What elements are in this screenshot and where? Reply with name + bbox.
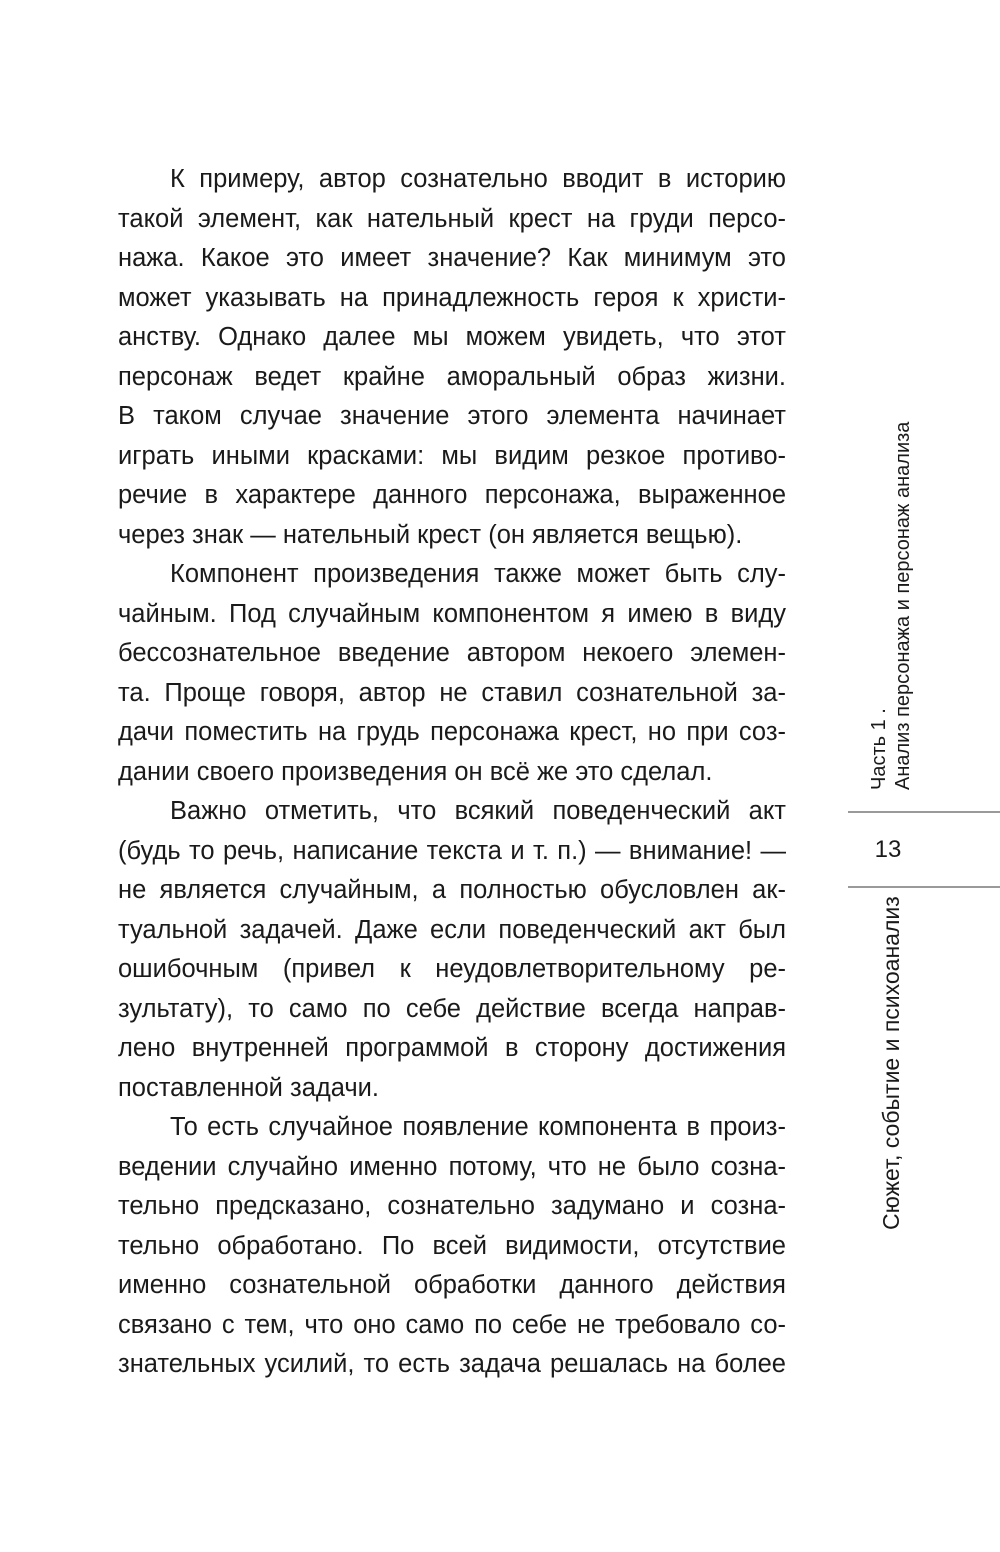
text-line: Важно отметить, что всякий поведенческий акт [170,797,786,825]
text-line: анству. Однако далее мы можем увидеть, что этот [118,323,786,351]
paragraph [118,555,786,792]
text-line: не является случайным, а полностью обусловлен ак- [118,876,786,904]
text-line: такой элемент, как нательный крест на груди персо- [118,204,786,233]
text-line: лено внутренней программой в сторону достижения [118,1034,786,1062]
text-line: нажа. Какое это имеет значение? Как минимум это [118,244,786,272]
text-line: бессознательное введение автором некоего элемен- [118,639,786,667]
header-divider-bottom [848,886,1000,888]
text-line: дании своего произведения он всё же это сделал. [118,757,713,786]
paragraph [118,1108,786,1385]
text-line: через знак — нательный крест (он является вещью). [118,520,743,549]
text-line: та. Проще говоря, автор не ставил сознательной за- [118,678,786,707]
text-line: именно сознательной обработки данного действия [118,1271,786,1299]
text-line: поставленной задачи. [118,1073,380,1102]
header-divider-top [848,811,1000,813]
text-line: тельно предсказано, сознательно задумано и созна- [118,1192,786,1220]
body-text [118,160,786,1385]
text-line: связано с тем, что оно само по себе не требовало со- [118,1310,786,1339]
text-line: зультату), то само по себе действие всегда направ- [118,994,786,1023]
paragraph [118,160,786,555]
text-line: К примеру, автор сознательно вводит в историю [170,165,786,193]
running-header-chapter: Анализ персонажа и персонаж анализа [892,421,914,790]
text-line: может указывать на принадлежность героя к христи- [118,283,786,312]
text-line: В таком случае значение этого элемента начинает [118,402,786,430]
text-line: ошибочным (привел к неудовлетворительному ре- [118,955,786,983]
text-line: персонаж ведет крайне аморальный образ жизни. [118,362,786,391]
text-line: ведении случайно именно потому, что не было созна- [118,1152,786,1181]
paragraph [118,792,786,1108]
text-line: Компонент произведения также может быть слу- [170,560,786,588]
page-number: 13 [874,836,902,863]
text-line: туальной задачей. Даже если поведенческий акт был [118,915,786,944]
text-line: играть иными красками: мы видим резкое противо- [118,441,786,470]
text-line: дачи поместить на грудь персонажа крест, но при соз- [118,718,786,746]
text-line: речие в характере данного персонажа, выраженное [118,481,786,509]
text-line: тельно обработано. По всей видимости, отсутствие [118,1231,786,1260]
running-header-book-title: Сюжет, событие и психоанализ [878,896,904,1230]
text-line: (будь то речь, написание текста и т. п.) — внимание! — [118,836,786,865]
text-line: знательных усилий, то есть задача решалась на более [118,1350,786,1378]
text-line: То есть случайное появление компонента в произ- [170,1113,786,1141]
running-header-part: Часть 1 . [868,708,890,790]
text-line: чайным. Под случайным компонентом я имею в виду [118,599,786,628]
